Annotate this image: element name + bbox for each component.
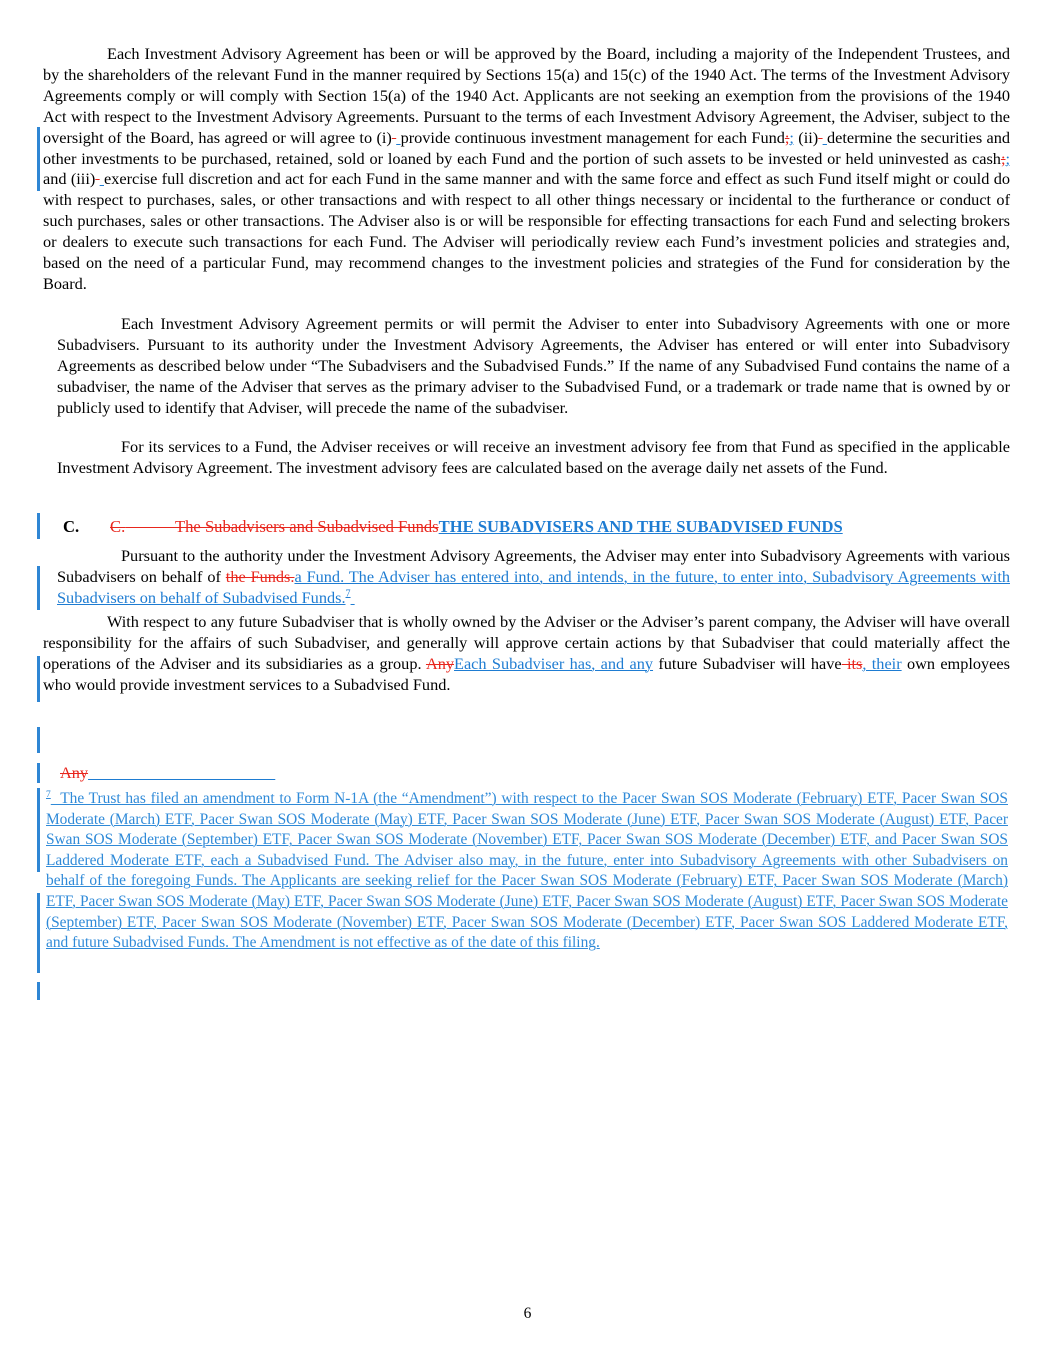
text-run: Each Investment Advisory Agreement permits or will permit the Adviser to enter into Subadvisory Agreements with one or more Subadvisers. Pursuant to its authority under the Investment Advisory Agreements, the Adviser has entered or will enter into Subadvisory Agreements as described below under “The Subadvisers and the Subadvised Funds.” If the name of any Subadvised Fund contains the name of a subadviser, the name of the Adviser that serves as the primary adviser to the Subadvised Fund, or a trademark or trade name that is owned by or publicly used to identify that Adviser, will precede the name of the subadviser.: [57, 314, 1010, 417]
inserted-run: [88, 763, 275, 782]
text-run: determine the securities and other investments to be purchased, retained, sold or loaned by each Fund and the portion of such assets to be invested or held uninvested as cash: [43, 127, 1011, 168]
change-bar: [37, 763, 40, 783]
change-bar: [37, 566, 40, 610]
deleted-run: The Subadvisers and Subadvised Funds: [175, 517, 439, 536]
text-run: and (iii): [43, 169, 96, 189]
change-bar: [37, 513, 40, 539]
change-bar: [37, 127, 40, 191]
text-run: own employees who would provide investment services to a Subadvised Fund.: [43, 653, 1010, 694]
deleted-run: ;: [784, 127, 790, 147]
inserted-run: a Fund. The Adviser has entered into, and intends, in the future, to enter into, Subadvisory Agreements with Subadvisers on behalf of Subadvised Funds.: [57, 566, 1010, 607]
change-bar: [37, 656, 40, 702]
text-run: provide continuous investment management for each Fund: [400, 127, 785, 147]
text-run: exercise full discretion and act for each Fund in the same manner and with the same force and effect as such Fund itself might or could do with respect to purchases, sales, or other transactions and with respect to all other things necessary or incidental to the furtherance or conduct of such purchases, sales or other transactions. The Adviser also is or will be responsible for effecting transactions for each Fund and selecting brokers or dealers to execute such transactions for each Fund. The Adviser will periodically review each Fund’s investment policies and strategies and, based on the need of a particular Fund, may recommend changes to the investment policies and strategies of the Fund for consideration by the Board.: [43, 169, 1010, 293]
text-run: Pursuant to the authority under the Investment Advisory Agreements, the Adviser may enter into Subadvisory Agreements with various Subadvisers on behalf of: [57, 546, 1010, 586]
change-bar: [37, 727, 40, 753]
text-run: For its services to a Fund, the Adviser receives or will receive an investment advisory fee from that Fund as specified in the applicable Investment Advisory Agreement. The investment advisory fees are calculated based on the average daily net assets of the Fund.: [57, 437, 1010, 477]
deleted-run: [125, 517, 175, 536]
section-letter: C.: [63, 517, 80, 536]
page-number: 6: [523, 1305, 532, 1322]
body-paragraph-advisory-approval: [43, 44, 1010, 295]
inserted-run: 7: [345, 588, 351, 600]
change-bar: [37, 982, 40, 1000]
deleted-text-footnote-separator: [60, 763, 275, 783]
change-bar: [37, 893, 40, 973]
inserted-run: Each Subadviser has, and any: [454, 653, 654, 673]
deleted-run: Any: [425, 653, 455, 673]
text-run: (ii): [793, 127, 819, 147]
body-paragraph-pursuant-authority: [57, 546, 1010, 609]
section-heading-runs: [110, 517, 843, 536]
inserted-run: , their: [862, 653, 902, 673]
text-run: future Subadviser will have: [653, 653, 842, 673]
footnote-7: [46, 789, 1008, 954]
inserted-run: The Trust has filed an amendment to Form N-1A (the “Amendment”) with respect to the Pacer Swan SOS Moderate (February) ETF, Pacer Swan SOS Moderate (March) ETF, Pacer Swan SOS Moderate (May) ETF, Pacer Swan SOS Moderate (June) ETF, Pacer Swan SOS Moderate (August) ETF, Pacer Swan SOS Moderate (September) ETF, Pacer Swan SOS Moderate (November) ETF, Pacer Swan SOS Moderate (December) ETF, and Pacer Swan SOS Laddered Moderate ETF, each a Subadvised Fund. The Adviser also may, in the future, enter into Subadvisory Agreements with other Subadvisers on behalf of the foregoing Funds. The Applicants are seeking relief for the Pacer Swan SOS Moderate (February) ETF, Pacer Swan SOS Moderate (March) ETF, Pacer Swan SOS Moderate (May) ETF, Pacer Swan SOS Moderate (June) ETF, Pacer Swan SOS Moderate (August) ETF, Pacer Swan SOS Moderate (September) ETF, Pacer Swan SOS Moderate (November) ETF, Pacer Swan SOS Moderate (December) ETF, Pacer Swan SOS Laddered Moderate ETF, and future Subadvised Funds. The Amendment is not effective as of the date of this filing.: [46, 790, 1008, 952]
text-run: With respect to any future Subadviser that is wholly owned by the Adviser or the Adviser’s parent company, the Adviser will have overall responsibility for the affairs of such Subadviser, and generally will approve certain actions by that Subadviser that could materially affect the operations of the Adviser and its subsidiaries as a group.: [43, 612, 1010, 673]
body-paragraph-subadvisory-permits: [57, 314, 1010, 419]
text-run: Each Investment Advisory Agreement has been or will be approved by the Board, including a majority of the Independent Trustees, and by the shareholders of the relevant Fund in the manner required by Sections 15(a) and 15(c) of the 1940 Act. The terms of the Investment Advisory Agreements comply or will comply with Section 15(a) of the 1940 Act. Applicants are not seeking an exemption from the provisions of the 1940 Act with respect to the Investment Advisory Agreements. Pursuant to the terms of each Investment Advisory Agreement, the Adviser, subject to the oversight of the Board, has agreed or will agree to (i): [43, 44, 1010, 147]
inserted-run: 7: [46, 788, 51, 800]
deleted-run: ;: [1000, 148, 1006, 168]
inserted-run: THE SUBADVISERS AND THE SUBADVISED FUNDS: [438, 517, 843, 536]
change-bar: [37, 788, 40, 872]
deleted-run: C.: [110, 517, 126, 536]
body-paragraph-future-subadviser: [43, 612, 1010, 696]
section-heading-c: [63, 516, 843, 538]
inserted-run: ;: [789, 127, 794, 147]
deleted-run: Any: [60, 763, 89, 782]
deleted-run: the Funds.: [225, 566, 295, 586]
body-paragraph-advisory-fee: [57, 437, 1010, 479]
deleted-run: its: [841, 653, 863, 673]
inserted-run: ;: [1005, 148, 1010, 168]
inserted-run: [351, 588, 355, 607]
